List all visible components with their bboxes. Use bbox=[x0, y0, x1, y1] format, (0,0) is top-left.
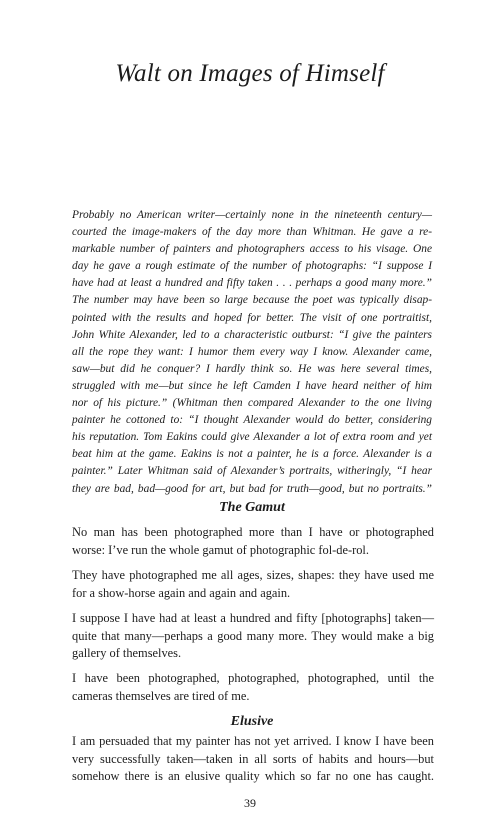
intro-line: have had at least a hundred and fifty taken . . . perhaps a good many more.” bbox=[72, 277, 432, 290]
text-line: very successfully taken—taken in all sorts of habits and hours—but bbox=[72, 751, 434, 766]
body-paragraph bbox=[72, 567, 434, 602]
text-line: for a show-horse again and again and again. bbox=[72, 585, 291, 600]
text-line: gallery of themselves. bbox=[72, 646, 182, 660]
text-line: quite that many—perhaps a good many more. They would make a big bbox=[72, 628, 434, 643]
intro-line: courted the image-makers of the day more than Whitman. He gave a re- bbox=[72, 226, 432, 239]
page-title: Walt on Images of Himself bbox=[115, 60, 385, 87]
body-paragraph bbox=[72, 733, 434, 786]
intro-line: they are bad, bad—good for art, but bad for truth—good, but no portraits.” bbox=[72, 482, 432, 495]
intro-line: day he gave a rough estimate of the number of photographs: “I suppose I bbox=[72, 260, 432, 273]
intro-line: saw—but did he conquer? I hardly think so. He was here several times, bbox=[72, 362, 432, 375]
section-heading-the-gamut: The Gamut bbox=[219, 500, 285, 515]
intro-line: painter.” Later Whitman said of Alexander’s portraits, witheringly, “I hear bbox=[72, 465, 432, 478]
text-line: I have been photographed, photographed, photographed, until the bbox=[72, 671, 434, 685]
intro-paragraph bbox=[72, 207, 432, 498]
intro-line: beat him at the game. Eakins is not a painter, he is a force. Alexander is a bbox=[72, 448, 432, 461]
text-line: They have photographed me all ages, sizes, shapes: they have used me bbox=[72, 568, 434, 582]
intro-line: markable number of painters and photographers access to his visage. One bbox=[72, 243, 432, 256]
intro-line: The number may have been so large because the poet was typically disap- bbox=[72, 294, 432, 307]
body-paragraph bbox=[72, 670, 434, 705]
section-heading-elusive: Elusive bbox=[230, 714, 274, 729]
intro-line: Probably no American writer—certainly none in the nineteenth century— bbox=[72, 209, 432, 221]
intro-line: all the rope they want: I humor them every way I know. Alexander came, bbox=[72, 345, 432, 358]
text-line: I am persuaded that my painter has not yet arrived. I know I have been bbox=[72, 734, 434, 748]
page-number: 39 bbox=[244, 796, 256, 810]
text-line: somehow there is an elusive quality which so far no one has caught. bbox=[72, 769, 434, 783]
text-line: cameras themselves are tired of me. bbox=[72, 688, 250, 703]
intro-line: nor of his picture.” (Whitman then compared Alexander to the one living bbox=[72, 397, 432, 410]
intro-line: struggled with me—but since he left Camden I have heard neither of him bbox=[72, 379, 432, 392]
intro-line: his reputation. Tom Eakins could give Alexander a lot of extra room and yet bbox=[72, 431, 432, 444]
text-line: worse: I’ve run the whole gamut of photographic fol-de-rol. bbox=[72, 542, 369, 557]
body-paragraph bbox=[72, 524, 434, 559]
text-line: I suppose I have had at least a hundred and fifty [photographs] taken— bbox=[72, 611, 434, 625]
intro-line: painter he cottoned to: “I thought Alexander would do better, considering bbox=[72, 414, 432, 427]
body-paragraph bbox=[72, 610, 434, 663]
text-line: No man has been photographed more than I have or photographed bbox=[72, 525, 434, 539]
intro-line: pointed with the results and hoped for better. The visit of one portraitist, bbox=[72, 311, 432, 324]
intro-line: John White Alexander, led to a characteristic outburst: “I give the painters bbox=[72, 328, 432, 341]
